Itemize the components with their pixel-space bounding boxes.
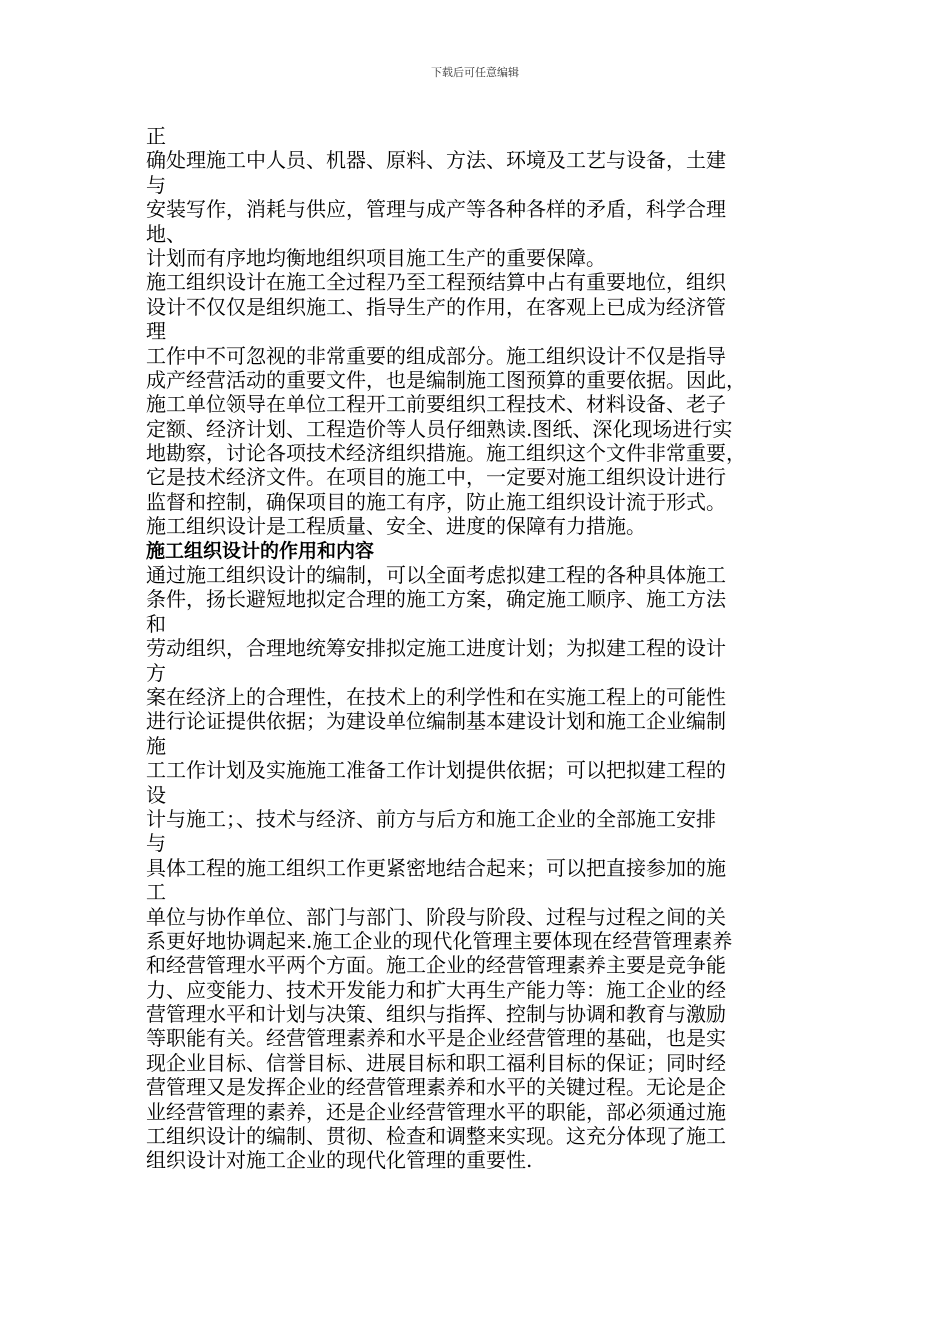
page-header: 下载后可任意编辑 (431, 66, 519, 79)
text-line: 单位与协作单位、部门与部门、阶段与阶段、过程与过程之间的关 (146, 904, 726, 929)
text-line: 等职能有关。经营管理素养和水平是企业经营管理的基础，也是实 (146, 1026, 726, 1051)
text-line: 和经营管理水平两个方面。施工企业的经营管理素养主要是竞争能 (146, 953, 726, 978)
text-line: 计与施工；、技术与经济、前方与后方和施工企业的全部施工安排 (146, 806, 716, 831)
text-line: 与 (146, 172, 166, 197)
text-line: 业经营管理的素养，还是企业经营管理水平的职能，部必须通过施 (146, 1099, 726, 1124)
text-line: 施工组织设计在施工全过程乃至工程预结算中占有重要地位，组织 (146, 270, 726, 295)
text-line: 监督和控制，确保项目的施工有序，防止施工组织设计流于形式。 (146, 489, 726, 514)
text-line: 系更好地协调起来.施工企业的现代化管理主要体现在经营管理素养 (146, 928, 733, 953)
text-line: 工工作计划及实施施工准备工作计划提供依据；可以把拟建工程的 (146, 758, 726, 783)
text-line: 确处理施工中人员、机器、原料、方法、环境及工艺与设备，土建 (146, 148, 726, 173)
text-line: 与 (146, 831, 166, 856)
text-line: 案在经济上的合理性，在技术上的利学性和在实施工程上的可能性 (146, 684, 726, 709)
text-line: 定额、经济计划、工程造价等人员仔细熟读.图纸、深化现场进行实 (146, 416, 733, 441)
text-line: 现企业目标、信誉目标、进展目标和职工福利目标的保证；同时经 (146, 1050, 726, 1075)
text-line: 成产经营活动的重要文件，也是编制施工图预算的重要依据。因此， (146, 367, 746, 392)
text-line: 营管理水平和计划与决策、组织与指挥、控制与协调和教育与激励 (146, 1002, 726, 1027)
text-line: 工组织设计的编制、贯彻、检查和调整来实现。这充分体现了施工 (146, 1124, 726, 1149)
text-line: 施 (146, 733, 166, 758)
text-line: 理 (146, 319, 166, 344)
text-line: 设 (146, 782, 166, 807)
text-line: 地勘察，讨论各项技术经济组织措施。施工组织这个文件非常重要， (146, 441, 746, 466)
text-line: 条件，扬长避短地拟定合理的施工方案，确定施工顺序、施工方法 (146, 587, 726, 612)
text-line: 安装写作，消耗与供应，管理与成产等各种各样的矛盾，科学合理 (146, 197, 726, 222)
text-line: 它是技术经济文件。在项目的施工中，一定要对施工组织设计进行 (146, 465, 726, 490)
document-body (146, 124, 826, 1173)
text-line: 通过施工组织设计的编制，可以全面考虑拟建工程的各种具体施工 (146, 563, 726, 588)
text-line: 施工单位领导在单位工程开工前要组织工程技术、材料设备、老子 (146, 392, 726, 417)
section-heading: 施工组织设计的作用和内容 (146, 539, 375, 562)
text-line: 正 (146, 124, 166, 148)
text-line: 具体工程的施工组织工作更紧密地结合起来；可以把直接参加的施 (146, 855, 726, 880)
text-line: 设计不仅仅是组织施工、指导生产的作用，在客观上已成为经济管 (146, 294, 726, 319)
text-line: 方 (146, 660, 166, 685)
text-line: 进行论证提供依据；为建设单位编制基本建设计划和施工企业编制 (146, 709, 726, 734)
text-line: 营管理又是发挥企业的经营管理素养和水平的关键过程。无论是企 (146, 1075, 726, 1100)
text-line: 工作中不可忽视的非常重要的组成部分。施工组织设计不仅是指导 (146, 343, 726, 368)
text-line: 工 (146, 880, 166, 905)
text-line: 计划而有序地均衡地组织项目施工生产的重要保障。 (146, 245, 606, 270)
text-line: 地、 (146, 221, 186, 246)
text-line: 施工组织设计是工程质量、安全、进度的保障有力措施。 (146, 514, 646, 539)
text-line: 组织设计对施工企业的现代化管理的重要性. (146, 1148, 533, 1173)
text-line: 劳动组织，合理地统筹安排拟定施工进度计划；为拟建工程的设计 (146, 636, 726, 661)
text-line: 和 (146, 611, 166, 636)
text-line: 力、应变能力、技术开发能力和扩大再生产能力等：施工企业的经 (146, 977, 726, 1002)
